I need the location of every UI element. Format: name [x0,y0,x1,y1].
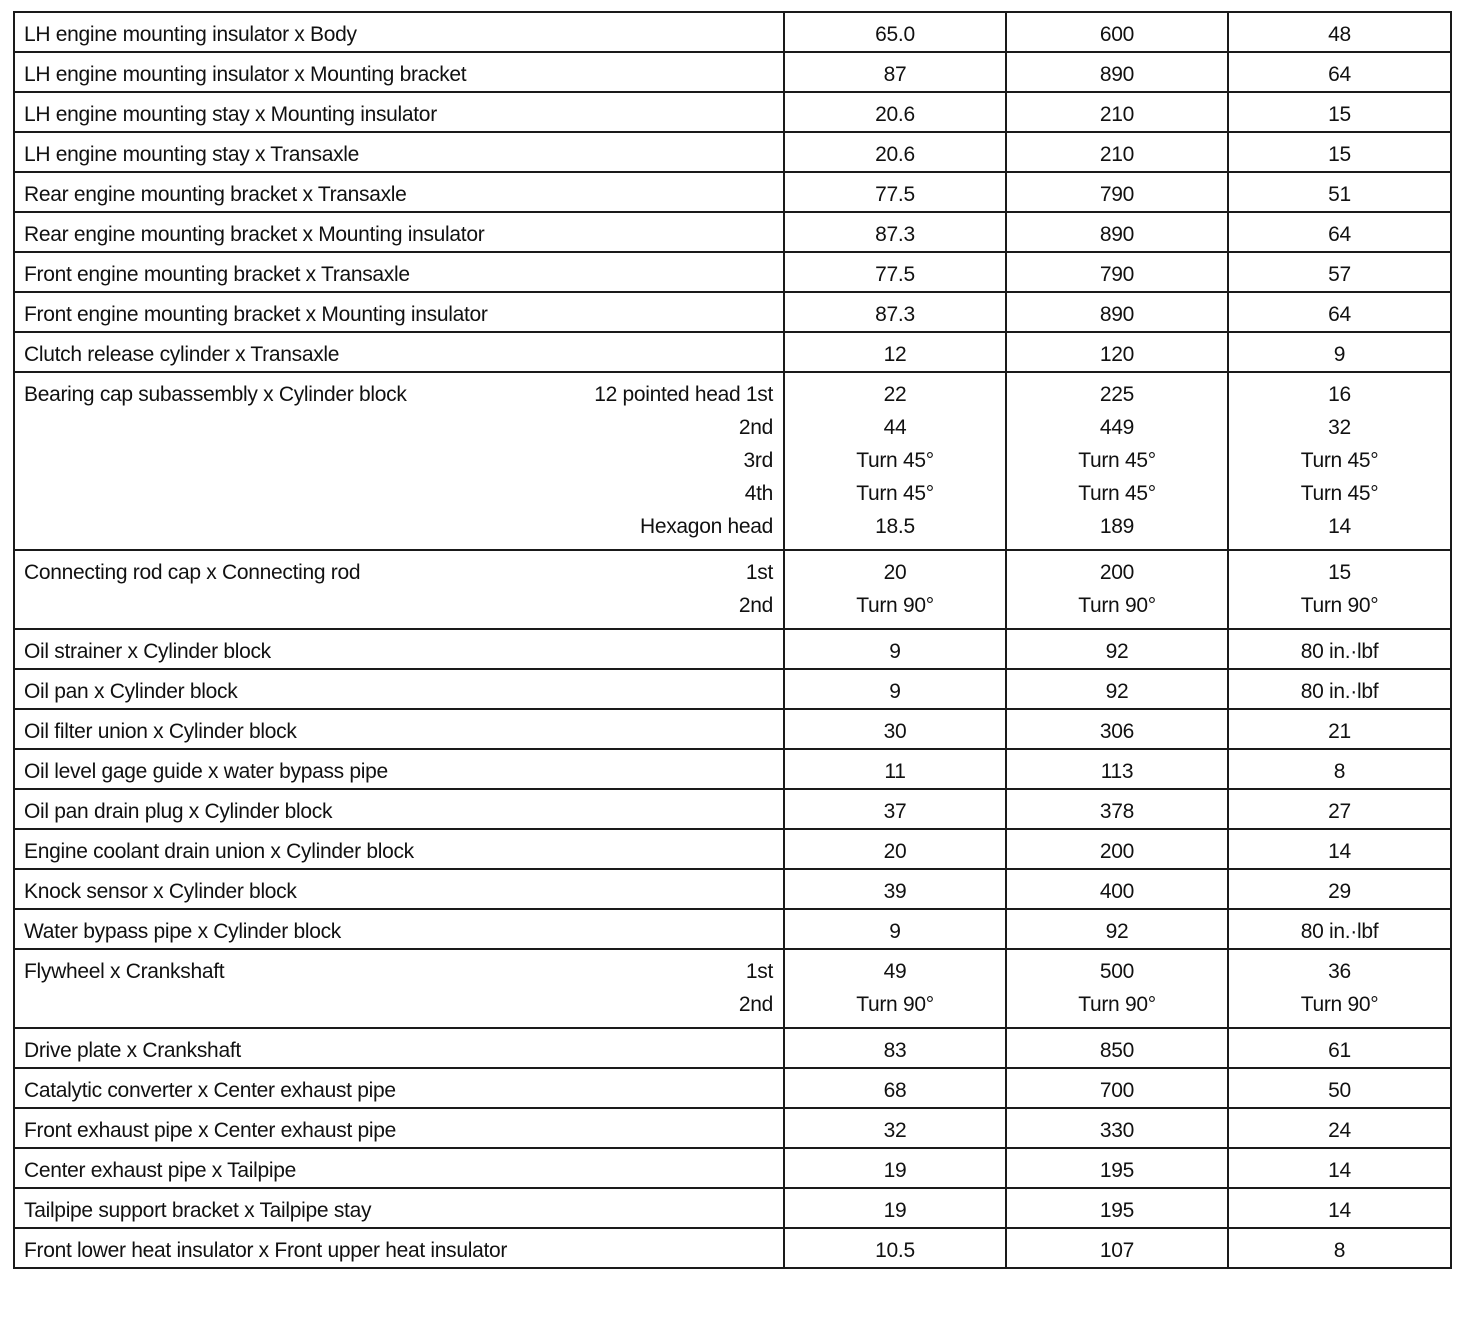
torque-value: 20 [883,561,907,584]
torque-value: 39 [883,880,907,903]
part-name: Flywheel x Crankshaft [24,960,225,983]
torque-value: Turn 90° [1078,993,1156,1016]
torque-ftlbf-cell [1228,292,1451,332]
torque-value: 700 [1099,1079,1135,1102]
torque-ftlbf-cell [1228,749,1451,789]
torque-value: 225 [1099,383,1135,406]
torque-value: 22 [883,383,907,406]
torque-value: 92 [1105,920,1129,943]
table-row [14,212,1451,252]
torque-value: 14 [1328,1199,1351,1222]
torque-value: 500 [1099,960,1135,983]
part-cell [14,212,784,252]
table-row [14,12,1451,52]
torque-nm-cell [784,709,1006,749]
torque-value: 195 [1099,1199,1135,1222]
table-row [14,172,1451,212]
torque-nm-cell [784,550,1006,629]
torque-value: Turn 90° [856,594,934,617]
part-name: LH engine mounting insulator x Body [24,23,357,46]
torque-nm-cell [784,1108,1006,1148]
table-row [14,669,1451,709]
part-name: Center exhaust pipe x Tailpipe [24,1159,296,1182]
torque-kgfcm-cell [1006,949,1228,1028]
torque-value: 20.6 [875,103,915,126]
torque-value: 400 [1099,880,1135,903]
torque-value: 87 [883,63,907,86]
torque-value: 8 [1333,1239,1346,1262]
table-row [14,1028,1451,1068]
torque-kgfcm-cell [1006,212,1228,252]
torque-value: 87.3 [875,223,915,246]
part-cell [14,789,784,829]
table-row [14,1068,1451,1108]
torque-nm-cell [784,1148,1006,1188]
table-row [14,869,1451,909]
torque-value: 48 [1328,23,1351,46]
torque-ftlbf-cell [1228,1028,1451,1068]
torque-ftlbf-cell [1228,829,1451,869]
torque-value: 77.5 [875,263,915,286]
part-name: Front lower heat insulator x Front upper heat insulator [24,1239,508,1262]
torque-kgfcm-cell [1006,332,1228,372]
torque-value: 77.5 [875,183,915,206]
torque-nm-cell [784,12,1006,52]
part-name: Front exhaust pipe x Center exhaust pipe [24,1119,397,1142]
torque-value: 15 [1328,561,1351,584]
part-cell [14,829,784,869]
table-row [14,1148,1451,1188]
torque-ftlbf-cell [1228,909,1451,949]
torque-value: 64 [1328,63,1351,86]
torque-ftlbf-cell [1228,669,1451,709]
torque-kgfcm-cell [1006,172,1228,212]
torque-value: Turn 90° [1300,594,1379,617]
part-name: Engine coolant drain union x Cylinder block [24,840,414,863]
torque-ftlbf-cell [1228,789,1451,829]
part-name: Oil strainer x Cylinder block [24,640,271,663]
torque-value: 64 [1328,303,1351,326]
torque-value: 9 [889,920,901,943]
torque-ftlbf-cell [1228,709,1451,749]
torque-value: 20.6 [875,143,915,166]
torque-value: 330 [1099,1119,1135,1142]
torque-nm-cell [784,749,1006,789]
torque-value: 57 [1328,263,1351,286]
torque-value: 890 [1099,223,1135,246]
part-cell [14,629,784,669]
part-cell [14,1228,784,1268]
part-cell [14,1108,784,1148]
torque-nm-cell [784,172,1006,212]
torque-value: 890 [1099,303,1135,326]
torque-value: 9 [889,680,901,703]
torque-value: Turn 90° [1300,993,1379,1016]
torque-value: 19 [883,1199,907,1222]
step-label: 12 pointed head 1st [594,383,773,406]
torque-value: Turn 45° [1078,482,1156,505]
torque-value: 14 [1328,1159,1351,1182]
part-name: LH engine mounting stay x Transaxle [24,143,360,166]
step-label: 4th [744,482,773,505]
torque-nm-cell [784,52,1006,92]
torque-kgfcm-cell [1006,709,1228,749]
part-cell [14,292,784,332]
torque-value: 189 [1099,515,1135,538]
torque-value: 790 [1099,263,1135,286]
torque-value: 449 [1099,416,1135,439]
torque-value: Turn 90° [1078,594,1156,617]
part-cell [14,252,784,292]
torque-value: Turn 45° [1078,449,1156,472]
torque-ftlbf-cell [1228,1068,1451,1108]
table-row [14,132,1451,172]
torque-kgfcm-cell [1006,1108,1228,1148]
torque-nm-cell [784,332,1006,372]
torque-nm-cell [784,1228,1006,1268]
step-label: Hexagon head [639,515,773,538]
torque-value: 44 [883,416,907,439]
table-row [14,749,1451,789]
torque-kgfcm-cell [1006,52,1228,92]
torque-nm-cell [784,1068,1006,1108]
part-name: Oil level gage guide x water bypass pipe [24,760,388,783]
part-cell [14,332,784,372]
torque-kgfcm-cell [1006,1188,1228,1228]
torque-spec-table [13,11,1452,1269]
table-row [14,629,1451,669]
table-row [14,292,1451,332]
torque-value: 80 in.·lbf [1300,640,1379,663]
torque-kgfcm-cell [1006,789,1228,829]
torque-nm-cell [784,1188,1006,1228]
torque-value: 306 [1099,720,1135,743]
torque-ftlbf-cell [1228,332,1451,372]
torque-ftlbf-cell [1228,1228,1451,1268]
part-cell [14,372,784,550]
torque-value: 37 [883,800,907,823]
part-name: Drive plate x Crankshaft [24,1039,241,1062]
torque-value: Turn 45° [1300,482,1379,505]
torque-value: 600 [1099,23,1135,46]
torque-kgfcm-cell [1006,12,1228,52]
torque-value: 16 [1328,383,1351,406]
torque-value: Turn 45° [856,449,934,472]
part-name: Oil filter union x Cylinder block [24,720,297,743]
torque-value: 80 in.·lbf [1300,680,1379,703]
torque-kgfcm-cell [1006,252,1228,292]
torque-value: 49 [883,960,907,983]
step-label: 3rd [743,449,773,472]
torque-value: 10.5 [875,1239,915,1262]
torque-value: Turn 45° [856,482,934,505]
torque-kgfcm-cell [1006,1068,1228,1108]
torque-nm-cell [784,252,1006,292]
torque-nm-cell [784,829,1006,869]
part-name: Front engine mounting bracket x Transaxle [24,263,410,286]
torque-value: 32 [883,1119,907,1142]
part-name: Water bypass pipe x Cylinder block [24,920,341,943]
torque-kgfcm-cell [1006,669,1228,709]
torque-kgfcm-cell [1006,869,1228,909]
torque-value: 36 [1328,960,1351,983]
torque-value: 64 [1328,223,1351,246]
torque-nm-cell [784,292,1006,332]
torque-value: 378 [1099,800,1135,823]
torque-kgfcm-cell [1006,1148,1228,1188]
part-name: Connecting rod cap x Connecting rod [24,561,361,584]
torque-kgfcm-cell [1006,132,1228,172]
torque-value: 113 [1100,760,1134,783]
torque-ftlbf-cell [1228,1188,1451,1228]
torque-value: 51 [1328,183,1351,206]
part-cell [14,550,784,629]
torque-kgfcm-cell [1006,629,1228,669]
torque-nm-cell [784,1028,1006,1068]
torque-value: 9 [889,640,901,663]
torque-value: 19 [883,1159,907,1182]
part-name: LH engine mounting insulator x Mounting bracket [24,63,467,86]
torque-value: 15 [1328,103,1351,126]
torque-value: 210 [1099,143,1135,166]
part-name: Catalytic converter x Center exhaust pipe [24,1079,396,1102]
part-cell [14,12,784,52]
torque-nm-cell [784,92,1006,132]
part-name: Front engine mounting bracket x Mounting insulator [24,303,488,326]
torque-ftlbf-cell [1228,52,1451,92]
torque-value: 18.5 [875,515,915,538]
torque-value: Turn 90° [856,993,934,1016]
torque-value: 850 [1099,1039,1135,1062]
part-cell [14,132,784,172]
torque-value: 21 [1328,720,1351,743]
torque-value: 15 [1328,143,1351,166]
table-row [14,52,1451,92]
part-cell [14,669,784,709]
part-cell [14,909,784,949]
step-label: 1st [745,561,773,584]
torque-ftlbf-cell [1228,132,1451,172]
torque-kgfcm-cell [1006,749,1228,789]
part-name: Rear engine mounting bracket x Transaxle [24,183,407,206]
torque-ftlbf-cell [1228,949,1451,1028]
torque-kgfcm-cell [1006,92,1228,132]
table-row [14,1188,1451,1228]
torque-ftlbf-cell [1228,212,1451,252]
table-row [14,829,1451,869]
part-cell [14,749,784,789]
torque-value: 120 [1099,343,1135,366]
torque-value: 27 [1328,800,1351,823]
torque-value: 200 [1099,840,1135,863]
torque-value: 107 [1099,1239,1135,1262]
part-name: Rear engine mounting bracket x Mounting insulator [24,223,485,246]
torque-value: Turn 45° [1300,449,1379,472]
table-body [14,12,1451,1268]
torque-value: 80 in.·lbf [1300,920,1379,943]
torque-value: 87.3 [875,303,915,326]
torque-value: 24 [1328,1119,1351,1142]
torque-nm-cell [784,789,1006,829]
torque-ftlbf-cell [1228,172,1451,212]
part-cell [14,172,784,212]
torque-value: 14 [1328,515,1351,538]
part-cell [14,52,784,92]
step-label: 2nd [738,416,773,439]
step-label: 2nd [738,594,773,617]
torque-value: 92 [1105,680,1129,703]
torque-kgfcm-cell [1006,550,1228,629]
part-name: Tailpipe support bracket x Tailpipe stay [24,1199,372,1222]
torque-nm-cell [784,669,1006,709]
table-row [14,909,1451,949]
table-row [14,252,1451,292]
torque-value: 195 [1099,1159,1135,1182]
torque-ftlbf-cell [1228,629,1451,669]
torque-value: 30 [883,720,907,743]
table-row [14,709,1451,749]
table-row [14,372,1451,550]
torque-value: 12 [883,343,907,366]
step-label: 2nd [738,993,773,1016]
torque-value: 65.0 [875,23,915,46]
torque-value: 200 [1099,561,1135,584]
torque-nm-cell [784,372,1006,550]
torque-value: 210 [1099,103,1135,126]
part-name: LH engine mounting stay x Mounting insulator [24,103,437,126]
torque-ftlbf-cell [1228,1108,1451,1148]
torque-value: 790 [1099,183,1135,206]
part-cell [14,949,784,1028]
torque-value: 14 [1328,840,1351,863]
torque-value: 8 [1333,760,1346,783]
torque-value: 11 [884,760,906,783]
part-cell [14,1068,784,1108]
table-row [14,1108,1451,1148]
torque-value: 68 [883,1079,907,1102]
torque-value: 92 [1105,640,1129,663]
torque-ftlbf-cell [1228,252,1451,292]
part-name: Bearing cap subassembly x Cylinder block [24,383,407,406]
torque-value: 32 [1328,416,1351,439]
torque-value: 9 [1333,343,1346,366]
torque-value: 83 [883,1039,907,1062]
torque-ftlbf-cell [1228,12,1451,52]
part-name: Oil pan x Cylinder block [24,680,238,703]
torque-ftlbf-cell [1228,550,1451,629]
torque-nm-cell [784,909,1006,949]
part-cell [14,709,784,749]
table-row [14,789,1451,829]
table-row [14,949,1451,1028]
torque-ftlbf-cell [1228,869,1451,909]
step-label: 1st [745,960,773,983]
part-cell [14,1188,784,1228]
table-row [14,332,1451,372]
torque-ftlbf-cell [1228,372,1451,550]
torque-kgfcm-cell [1006,372,1228,550]
torque-value: 890 [1099,63,1135,86]
table-row [14,550,1451,629]
torque-value: 50 [1328,1079,1351,1102]
torque-value: 61 [1328,1039,1351,1062]
torque-kgfcm-cell [1006,292,1228,332]
table-row [14,1228,1451,1268]
torque-kgfcm-cell [1006,1028,1228,1068]
torque-nm-cell [784,869,1006,909]
part-name: Oil pan drain plug x Cylinder block [24,800,333,823]
torque-nm-cell [784,212,1006,252]
torque-nm-cell [784,949,1006,1028]
torque-kgfcm-cell [1006,829,1228,869]
torque-ftlbf-cell [1228,1148,1451,1188]
part-name: Clutch release cylinder x Transaxle [24,343,340,366]
torque-nm-cell [784,629,1006,669]
torque-value: 29 [1328,880,1351,903]
part-cell [14,1028,784,1068]
part-name: Knock sensor x Cylinder block [24,880,297,903]
torque-kgfcm-cell [1006,909,1228,949]
table-row [14,92,1451,132]
torque-value: 20 [883,840,907,863]
torque-kgfcm-cell [1006,1228,1228,1268]
part-cell [14,1148,784,1188]
part-cell [14,92,784,132]
torque-ftlbf-cell [1228,92,1451,132]
torque-nm-cell [784,132,1006,172]
part-cell [14,869,784,909]
